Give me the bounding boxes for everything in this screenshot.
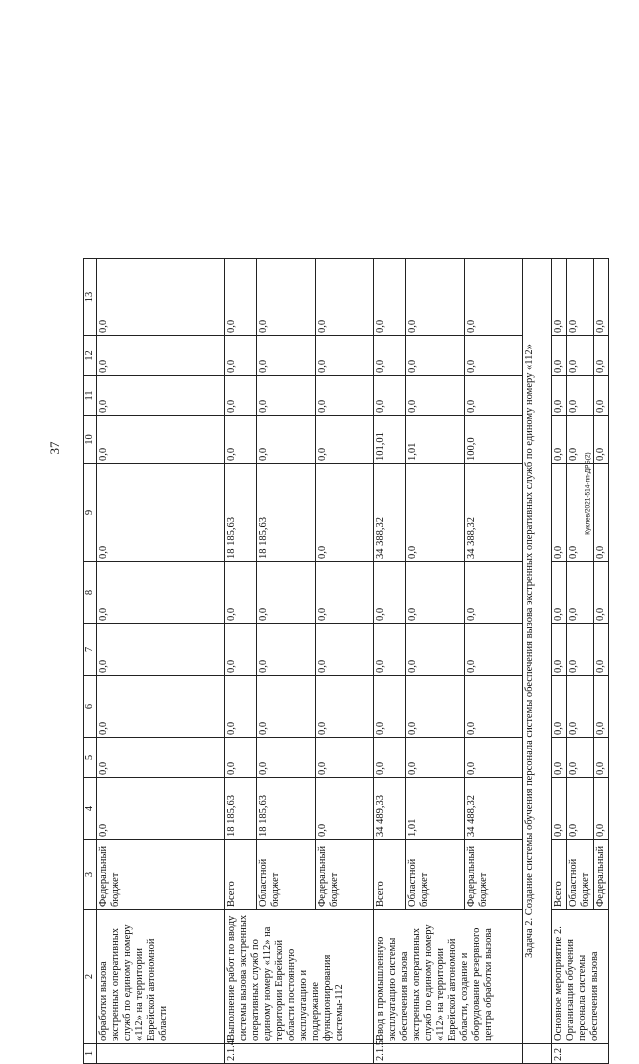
source-cell: Всего — [225, 840, 257, 910]
value-cell: 0,0 — [257, 624, 315, 676]
row-number-cell: 2.1.5 — [374, 1044, 523, 1064]
source-cell: Областной бюджет — [406, 840, 464, 910]
value-cell: 0,0 — [257, 416, 315, 464]
header-cell: 4 — [84, 778, 97, 840]
value-cell: 0,0 — [552, 376, 567, 416]
value-cell: 0,0 — [594, 464, 609, 562]
rotated-table-wrapper — [83, 259, 606, 1064]
value-cell: 0,0 — [97, 464, 225, 562]
table-row — [225, 259, 257, 1064]
value-cell: 0,0 — [406, 376, 464, 416]
value-cell: 0,0 — [552, 336, 567, 376]
value-cell: 0,0 — [594, 259, 609, 336]
row-number-cell: 2.1.4 — [225, 1044, 374, 1064]
value-cell: 0,0 — [257, 336, 315, 376]
source-cell: Всего — [552, 840, 567, 910]
header-cell: 6 — [84, 676, 97, 738]
task-heading: Задача 2. Создание системы обучения персонала системы обеспечения вызова экстренных оперативных служб по единому номеру «112» — [523, 259, 552, 1044]
value-cell: 0,0 — [374, 562, 406, 624]
source-cell: Федеральный бюджет — [315, 840, 373, 910]
value-cell: 1,01 — [406, 416, 464, 464]
value-cell: 0,0 — [406, 464, 464, 562]
value-cell: 0,0 — [225, 416, 257, 464]
value-cell: 18 185,63 — [257, 778, 315, 840]
value-cell: 0,0 — [552, 259, 567, 336]
value-cell: 0,0 — [594, 738, 609, 778]
value-cell: 0,0 — [594, 562, 609, 624]
value-cell: 0,0 — [374, 676, 406, 738]
value-cell: 18 185,63 — [257, 464, 315, 562]
value-cell: 34 488,32 — [464, 778, 522, 840]
source-cell: Всего — [374, 840, 406, 910]
value-cell: 0,0 — [374, 336, 406, 376]
table-row — [523, 259, 552, 1064]
value-cell: 0,0 — [567, 624, 594, 676]
value-cell: 0,0 — [594, 416, 609, 464]
value-cell: 0,0 — [594, 676, 609, 738]
value-cell: 0,0 — [225, 376, 257, 416]
value-cell: 0,0 — [315, 464, 373, 562]
value-cell: 0,0 — [552, 562, 567, 624]
value-cell: 0,0 — [464, 562, 522, 624]
header-cell: 2 — [84, 910, 97, 1044]
value-cell: 0,0 — [97, 624, 225, 676]
document-reference: Куклев/2021-514-пп-ДРБ(2) — [584, 452, 592, 535]
row-number-cell — [523, 1044, 552, 1064]
value-cell: 0,0 — [552, 464, 567, 562]
value-cell: 0,0 — [464, 376, 522, 416]
value-cell: 18 185,63 — [225, 778, 257, 840]
value-cell: 0,0 — [552, 624, 567, 676]
table-row — [97, 259, 225, 1064]
value-cell: 0,0 — [225, 259, 257, 336]
header-cell: 9 — [84, 464, 97, 562]
value-cell: 0,0 — [464, 259, 522, 336]
value-cell: 0,0 — [315, 416, 373, 464]
value-cell: 0,0 — [315, 376, 373, 416]
value-cell: 100,0 — [464, 416, 522, 464]
value-cell: 0,0 — [567, 676, 594, 738]
header-cell: 10 — [84, 416, 97, 464]
row-number-cell — [97, 1044, 225, 1064]
source-cell: Федеральный бюджет — [97, 840, 225, 910]
value-cell: 0,0 — [97, 336, 225, 376]
value-cell: 0,0 — [257, 259, 315, 336]
value-cell: 0,0 — [97, 416, 225, 464]
value-cell: 0,0 — [567, 336, 594, 376]
value-cell: 0,0 — [97, 738, 225, 778]
value-cell: 0,0 — [225, 676, 257, 738]
header-cell: 11 — [84, 376, 97, 416]
value-cell: 0,0 — [567, 562, 594, 624]
value-cell: 0,0 — [225, 336, 257, 376]
value-cell: 0,0 — [552, 416, 567, 464]
source-cell: Федеральный — [594, 840, 609, 910]
value-cell: 0,0 — [315, 778, 373, 840]
value-cell: 0,0 — [257, 676, 315, 738]
value-cell: 0,0 — [406, 738, 464, 778]
value-cell: 0,0 — [374, 738, 406, 778]
header-cell: 1 — [84, 1044, 97, 1064]
value-cell: 0,0 — [552, 778, 567, 840]
value-cell: 0,0 — [552, 738, 567, 778]
value-cell: 0,0 — [567, 778, 594, 840]
header-cell: 5 — [84, 738, 97, 778]
value-cell: 0,0 — [225, 624, 257, 676]
activity-name-cell: Выполнение работ по вводу системы вызова экстренных оперативных служб по единому номеру «112» на территории Еврейской области постоянную эксплуатацию и поддержание функционирования системы-112 — [225, 910, 374, 1044]
value-cell: 0,0 — [97, 562, 225, 624]
value-cell: 0,0 — [567, 259, 594, 336]
header-cell: 13 — [84, 259, 97, 336]
value-cell: 0,0 — [567, 738, 594, 778]
value-cell: 0,0 — [225, 562, 257, 624]
value-cell: 0,0 — [406, 336, 464, 376]
table-row — [552, 259, 567, 1064]
value-cell: 0,0 — [315, 336, 373, 376]
value-cell: 0,0 — [406, 562, 464, 624]
value-cell: 0,0 — [97, 778, 225, 840]
value-cell: 34 388,32 — [374, 464, 406, 562]
value-cell: 0,0 — [406, 676, 464, 738]
value-cell: 34 388,32 — [464, 464, 522, 562]
value-cell: 1,01 — [406, 778, 464, 840]
column-number-row — [84, 259, 97, 1064]
value-cell: 0,0 — [374, 259, 406, 336]
value-cell: 0,0 — [315, 676, 373, 738]
value-cell: 101,01 — [374, 416, 406, 464]
value-cell: 0,0 — [315, 624, 373, 676]
value-cell: 0,0 — [97, 259, 225, 336]
value-cell: 34 489,33 — [374, 778, 406, 840]
value-cell: 0,0 — [464, 738, 522, 778]
value-cell: 0,0 — [257, 376, 315, 416]
value-cell: 0,0 — [464, 676, 522, 738]
source-cell: Областной бюджет — [257, 840, 315, 910]
value-cell: 0,0 — [257, 562, 315, 624]
value-cell: 0,0 — [567, 376, 594, 416]
value-cell: 0,0 — [315, 738, 373, 778]
value-cell: 0,0 — [464, 624, 522, 676]
header-cell: 12 — [84, 336, 97, 376]
value-cell: 0,0 — [464, 336, 522, 376]
activity-name-cell: обработки вызова экстренных оперативных служб по единому номеру «112» на территории Еврейской автономной области — [97, 910, 225, 1044]
value-cell: 0,0 — [374, 376, 406, 416]
value-cell: 0,0 — [406, 624, 464, 676]
value-cell: 0,0 — [594, 778, 609, 840]
value-cell: 0,0 — [315, 259, 373, 336]
value-cell: 0,0 — [97, 376, 225, 416]
value-cell: 0,0 — [374, 624, 406, 676]
budget-table — [83, 258, 609, 1064]
source-cell: Областной бюджет — [567, 840, 594, 910]
page-number: 37 — [47, 441, 62, 455]
row-number-cell: 2.2 — [552, 1044, 609, 1064]
activity-name-cell: Основное мероприятие 2. Организация обучения персонала системы обеспечения вызова — [552, 910, 609, 1044]
value-cell: 0,0 — [567, 464, 594, 562]
table-row — [374, 259, 406, 1064]
value-cell: 0,0 — [594, 376, 609, 416]
value-cell: 0,0 — [406, 259, 464, 336]
source-cell: Федеральный бюджет — [464, 840, 522, 910]
value-cell: 0,0 — [315, 562, 373, 624]
header-cell: 8 — [84, 562, 97, 624]
value-cell: 0,0 — [567, 416, 594, 464]
header-cell: 7 — [84, 624, 97, 676]
value-cell: 0,0 — [552, 676, 567, 738]
value-cell: 18 185,63 — [225, 464, 257, 562]
value-cell: 0,0 — [257, 738, 315, 778]
activity-name-cell: Ввод в промышленную эксплуатацию системы обеспечения вызова экстренных оперативных служб по единому номеру «112» на территории Еврейской автономной области, создание и оборудование резервного центра обработки вызова — [374, 910, 523, 1044]
value-cell: 0,0 — [594, 336, 609, 376]
value-cell: 0,0 — [225, 738, 257, 778]
value-cell: 0,0 — [97, 676, 225, 738]
value-cell: 0,0 — [594, 624, 609, 676]
header-cell: 3 — [84, 840, 97, 910]
